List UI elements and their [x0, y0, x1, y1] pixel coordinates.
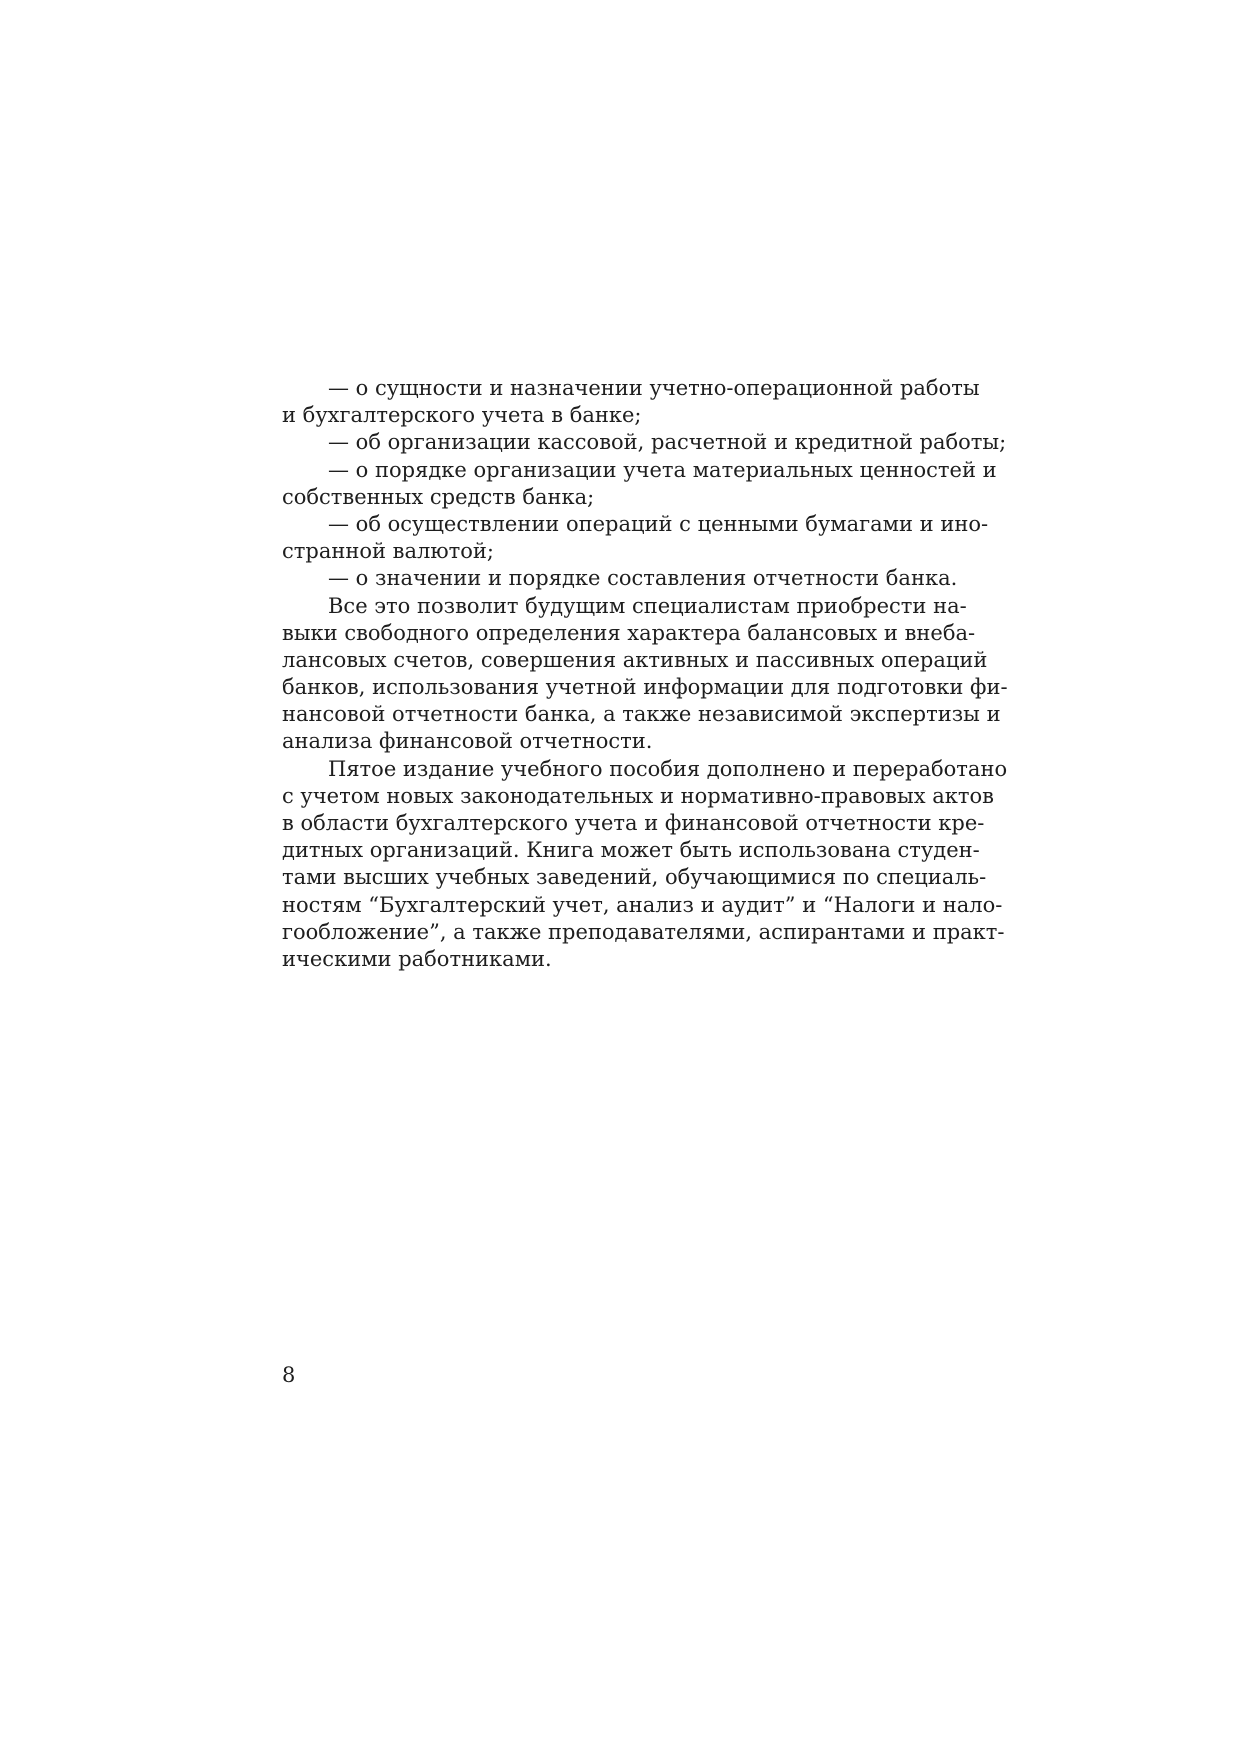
text-line: — о порядке организации учета материальных ценностей и: [328, 457, 997, 482]
text-line: собственных средств банка;: [282, 484, 595, 509]
text-line: дитных организаций. Книга может быть использована студен-: [282, 838, 980, 863]
text-line: анализа финансовой отчетности.: [282, 729, 653, 754]
text-line: — об организации кассовой, расчетной и кредитной работы;: [328, 430, 1007, 455]
text-line: странной валютой;: [282, 539, 494, 564]
page-number: 8: [282, 1363, 296, 1387]
text-line: — об осуществлении операций с ценными бумагами и ино-: [328, 511, 989, 536]
text-line: в области бухгалтерского учета и финансовой отчетности кре-: [282, 811, 985, 835]
text-line: лансовых счетов, совершения активных и пассивных операций: [282, 647, 988, 672]
text-line: тами высших учебных заведений, обучающимися по специаль-: [282, 865, 987, 890]
body-text: [282, 375, 1008, 973]
text-line: ическими работниками.: [282, 946, 552, 971]
text-line: — о сущности и назначении учетно-операционной работы: [328, 376, 980, 400]
text-line: с учетом новых законодательных и нормативно-правовых актов: [282, 783, 994, 808]
text-line: — о значении и порядке составления отчетности банка.: [328, 566, 958, 591]
text-line: Все это позволит будущим специалистам приобрести на-: [328, 593, 967, 618]
text-line: гообложение”, а также преподавателями, аспирантами и практ-: [282, 919, 1005, 944]
text-line: ностям “Бухгалтерский учет, анализ и аудит” и “Налоги и нало-: [282, 892, 1003, 917]
text-line: Пятое издание учебного пособия дополнено и переработано: [328, 756, 1008, 781]
text-line: и бухгалтерского учета в банке;: [282, 403, 642, 428]
text-line: выки свободного определения характера балансовых и внеба-: [282, 620, 976, 645]
text-line: нансовой отчетности банка, а также независимой экспертизы и: [282, 702, 1001, 727]
text-line: банков, использования учетной информации для подготовки фи-: [282, 675, 1008, 700]
